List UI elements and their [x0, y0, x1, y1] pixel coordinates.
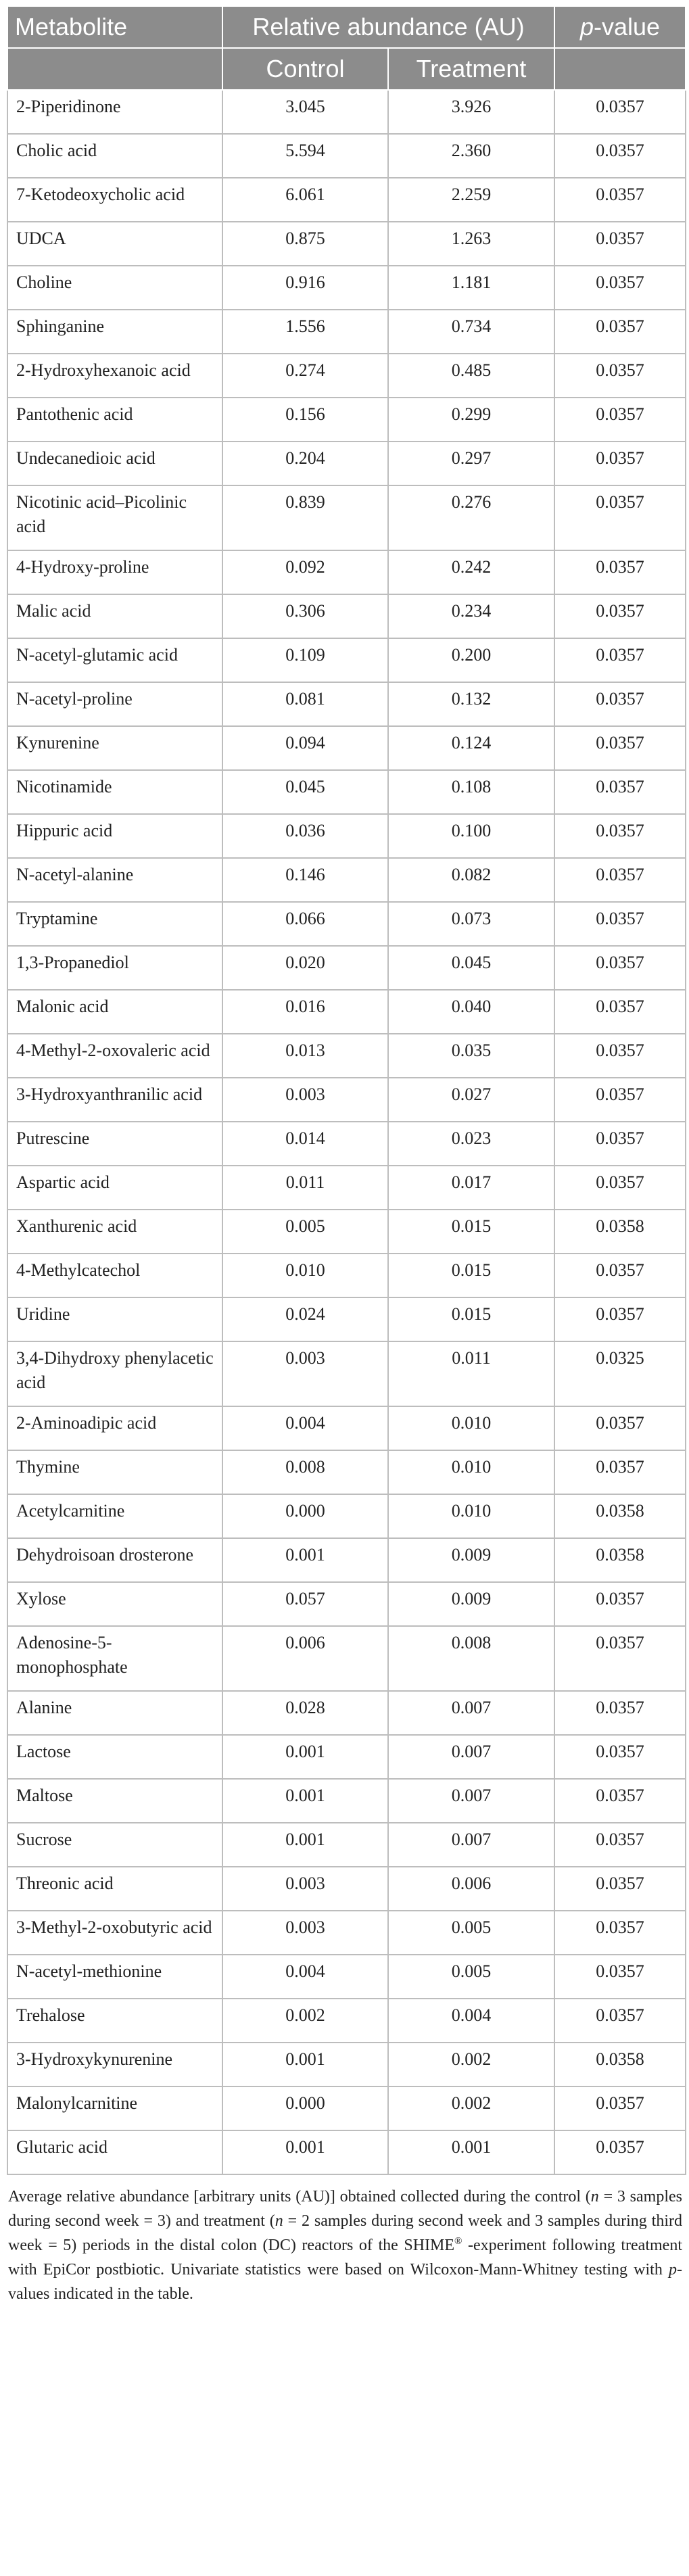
table-row: [7, 682, 686, 726]
table-row: [7, 354, 686, 398]
treatment-cell: 0.276: [388, 485, 554, 550]
table-row: [7, 178, 686, 222]
control-cell: 0.839: [222, 485, 388, 550]
metabolite-cell: Kynurenine: [7, 726, 222, 770]
caption-registered-mark: ®: [454, 2236, 462, 2247]
p-value-cell: 0.0357: [554, 770, 686, 814]
table-row: [7, 442, 686, 485]
control-cell: 0.020: [222, 946, 388, 990]
control-cell: 0.045: [222, 770, 388, 814]
treatment-cell: 0.010: [388, 1450, 554, 1494]
control-cell: 0.057: [222, 1582, 388, 1626]
treatment-cell: 1.181: [388, 266, 554, 310]
table-row: [7, 1735, 686, 1779]
metabolite-cell: Threonic acid: [7, 1867, 222, 1911]
control-cell: 0.028: [222, 1691, 388, 1735]
metabolite-cell: 3-Hydroxyanthranilic acid: [7, 1078, 222, 1122]
treatment-cell: 0.734: [388, 310, 554, 354]
p-value-cell: 0.0357: [554, 726, 686, 770]
header-control: Control: [222, 48, 388, 90]
table-row: [7, 814, 686, 858]
table-row: [7, 1691, 686, 1735]
table-row: [7, 1034, 686, 1078]
p-value-cell: 0.0357: [554, 1078, 686, 1122]
header-treatment: Treatment: [388, 48, 554, 90]
treatment-cell: 0.108: [388, 770, 554, 814]
metabolite-cell: 2-Aminoadipic acid: [7, 1406, 222, 1450]
p-value-cell: 0.0357: [554, 946, 686, 990]
metabolite-cell: Alanine: [7, 1691, 222, 1735]
metabolite-cell: 2-Piperidinone: [7, 90, 222, 134]
table-row: [7, 485, 686, 550]
table-row: [7, 990, 686, 1034]
p-value-cell: 0.0357: [554, 1254, 686, 1297]
treatment-cell: 0.001: [388, 2130, 554, 2174]
p-value-cell: 0.0357: [554, 1823, 686, 1867]
treatment-cell: 0.015: [388, 1254, 554, 1297]
header-metabolite: Metabolite: [7, 6, 222, 48]
control-cell: 0.156: [222, 398, 388, 442]
table-row: [7, 1406, 686, 1450]
treatment-cell: 0.006: [388, 1867, 554, 1911]
p-value-cell: 0.0357: [554, 398, 686, 442]
caption-text-2: = 3 samples during second week = 3) and treatment (: [8, 2188, 682, 2230]
metabolite-cell: Xylose: [7, 1582, 222, 1626]
metabolite-cell: Tryptamine: [7, 902, 222, 946]
treatment-cell: 0.023: [388, 1122, 554, 1166]
control-cell: 0.036: [222, 814, 388, 858]
control-cell: 0.274: [222, 354, 388, 398]
control-cell: 0.001: [222, 1823, 388, 1867]
control-cell: 3.045: [222, 90, 388, 134]
treatment-cell: 0.242: [388, 550, 554, 594]
treatment-cell: 0.100: [388, 814, 554, 858]
metabolite-cell: Malic acid: [7, 594, 222, 638]
table-row: [7, 550, 686, 594]
treatment-cell: 0.009: [388, 1538, 554, 1582]
metabolite-cell: Lactose: [7, 1735, 222, 1779]
table-row: [7, 2043, 686, 2086]
metabolite-cell: 4-Methyl-2-oxovaleric acid: [7, 1034, 222, 1078]
table-row: [7, 1955, 686, 1999]
metabolite-cell: 2-Hydroxyhexanoic acid: [7, 354, 222, 398]
table-row: [7, 1078, 686, 1122]
caption-text-1: Average relative abundance [arbitrary units (AU)] obtained collected during the control (: [8, 2188, 591, 2205]
table-row: [7, 1999, 686, 2043]
p-value-cell: 0.0357: [554, 310, 686, 354]
control-cell: 0.001: [222, 2043, 388, 2086]
control-cell: 0.000: [222, 1494, 388, 1538]
treatment-cell: 2.360: [388, 134, 554, 178]
p-value-cell: 0.0357: [554, 1626, 686, 1691]
control-cell: 5.594: [222, 134, 388, 178]
control-cell: 0.001: [222, 1779, 388, 1823]
metabolite-cell: Putrescine: [7, 1122, 222, 1166]
caption-text-3: = 2 samples during second week and 3 samples during third week = 5) periods in the distal colon (DC) reactors of the SHIME: [8, 2212, 682, 2254]
table-row: [7, 1494, 686, 1538]
control-cell: 0.004: [222, 1406, 388, 1450]
control-cell: 6.061: [222, 178, 388, 222]
table-row: [7, 222, 686, 266]
metabolite-cell: Sphinganine: [7, 310, 222, 354]
control-cell: 0.004: [222, 1955, 388, 1999]
treatment-cell: 3.926: [388, 90, 554, 134]
metabolite-cell: N-acetyl-methionine: [7, 1955, 222, 1999]
table-row: [7, 2086, 686, 2130]
control-cell: 0.014: [222, 1122, 388, 1166]
control-cell: 0.092: [222, 550, 388, 594]
metabolite-cell: Cholic acid: [7, 134, 222, 178]
p-value-cell: 0.0357: [554, 1582, 686, 1626]
table-row: [7, 90, 686, 134]
table-row: [7, 1626, 686, 1691]
table-row: [7, 1779, 686, 1823]
caption-p-letter: p: [669, 2261, 677, 2279]
control-cell: 0.005: [222, 1210, 388, 1254]
p-value-cell: 0.0357: [554, 178, 686, 222]
treatment-cell: 0.007: [388, 1823, 554, 1867]
p-value-cell: 0.0357: [554, 222, 686, 266]
p-value-cell: 0.0358: [554, 1210, 686, 1254]
table-row: [7, 1166, 686, 1210]
table-row: [7, 1582, 686, 1626]
control-cell: 0.306: [222, 594, 388, 638]
treatment-cell: 0.124: [388, 726, 554, 770]
caption-text-4: -experiment following treatment with EpiCor postbiotic. Univariate statistics were based on Wilcoxon-Mann-Whitney testing with: [8, 2237, 682, 2279]
p-value-cell: 0.0357: [554, 354, 686, 398]
control-cell: 0.002: [222, 1999, 388, 2043]
metabolite-cell: Malonylcarnitine: [7, 2086, 222, 2130]
treatment-cell: 0.007: [388, 1779, 554, 1823]
treatment-cell: 0.015: [388, 1210, 554, 1254]
metabolite-cell: Thymine: [7, 1450, 222, 1494]
treatment-cell: 0.045: [388, 946, 554, 990]
control-cell: 0.011: [222, 1166, 388, 1210]
p-value-cell: 0.0357: [554, 1297, 686, 1341]
control-cell: 0.109: [222, 638, 388, 682]
metabolite-cell: 7-Ketodeoxycholic acid: [7, 178, 222, 222]
treatment-cell: 0.234: [388, 594, 554, 638]
treatment-cell: 0.082: [388, 858, 554, 902]
p-value-cell: 0.0357: [554, 1450, 686, 1494]
control-cell: 0.003: [222, 1867, 388, 1911]
treatment-cell: 2.259: [388, 178, 554, 222]
caption-n-1: n: [590, 2188, 599, 2205]
p-value-cell: 0.0357: [554, 2130, 686, 2174]
metabolite-cell: Trehalose: [7, 1999, 222, 2043]
table-row: [7, 946, 686, 990]
header-p-suffix: -value: [594, 13, 661, 41]
header-empty-1: [7, 48, 222, 90]
control-cell: 1.556: [222, 310, 388, 354]
table-row: [7, 134, 686, 178]
metabolite-cell: Pantothenic acid: [7, 398, 222, 442]
p-value-cell: 0.0357: [554, 990, 686, 1034]
metabolite-cell: N-acetyl-alanine: [7, 858, 222, 902]
p-value-cell: 0.0357: [554, 1955, 686, 1999]
table-row: [7, 594, 686, 638]
p-value-cell: 0.0357: [554, 2086, 686, 2130]
control-cell: 0.013: [222, 1034, 388, 1078]
metabolite-cell: Adenosine-5-monophosphate: [7, 1626, 222, 1691]
p-value-cell: 0.0358: [554, 2043, 686, 2086]
treatment-cell: 1.263: [388, 222, 554, 266]
p-value-cell: 0.0357: [554, 682, 686, 726]
metabolite-cell: 3-Methyl-2-oxobutyric acid: [7, 1911, 222, 1955]
treatment-cell: 0.005: [388, 1911, 554, 1955]
treatment-cell: 0.007: [388, 1691, 554, 1735]
control-cell: 0.010: [222, 1254, 388, 1297]
table-header: [7, 6, 686, 90]
control-cell: 0.001: [222, 1538, 388, 1582]
control-cell: 0.094: [222, 726, 388, 770]
p-value-cell: 0.0357: [554, 1867, 686, 1911]
treatment-cell: 0.008: [388, 1626, 554, 1691]
header-relative-abundance: Relative abundance (AU): [222, 6, 554, 48]
p-value-cell: 0.0358: [554, 1538, 686, 1582]
table-row: [7, 1297, 686, 1341]
header-empty-2: [554, 48, 686, 90]
caption-text-5: -values indicated in the table.: [8, 2261, 682, 2303]
table-row: [7, 902, 686, 946]
control-cell: 0.001: [222, 1735, 388, 1779]
metabolite-table: [7, 5, 686, 2175]
metabolite-cell: 4-Hydroxy-proline: [7, 550, 222, 594]
control-cell: 0.008: [222, 1450, 388, 1494]
treatment-cell: 0.017: [388, 1166, 554, 1210]
p-value-cell: 0.0357: [554, 1779, 686, 1823]
treatment-cell: 0.002: [388, 2086, 554, 2130]
control-cell: 0.003: [222, 1078, 388, 1122]
metabolite-cell: Choline: [7, 266, 222, 310]
control-cell: 0.003: [222, 1341, 388, 1406]
table-row: [7, 398, 686, 442]
control-cell: 0.916: [222, 266, 388, 310]
p-value-cell: 0.0357: [554, 134, 686, 178]
treatment-cell: 0.027: [388, 1078, 554, 1122]
metabolite-cell: Glutaric acid: [7, 2130, 222, 2174]
table-row: [7, 1450, 686, 1494]
metabolite-cell: Undecanedioic acid: [7, 442, 222, 485]
metabolite-cell: 1,3-Propanediol: [7, 946, 222, 990]
table-container: [7, 5, 685, 2306]
treatment-cell: 0.200: [388, 638, 554, 682]
treatment-cell: 0.009: [388, 1582, 554, 1626]
metabolite-cell: Xanthurenic acid: [7, 1210, 222, 1254]
p-value-cell: 0.0357: [554, 594, 686, 638]
table-row: [7, 1254, 686, 1297]
treatment-cell: 0.299: [388, 398, 554, 442]
control-cell: 0.204: [222, 442, 388, 485]
metabolite-cell: Aspartic acid: [7, 1166, 222, 1210]
table-row: [7, 858, 686, 902]
p-value-cell: 0.0357: [554, 638, 686, 682]
p-value-cell: 0.0357: [554, 1166, 686, 1210]
treatment-cell: 0.005: [388, 1955, 554, 1999]
treatment-cell: 0.007: [388, 1735, 554, 1779]
treatment-cell: 0.002: [388, 2043, 554, 2086]
metabolite-cell: 3,4-Dihydroxy phenylacetic acid: [7, 1341, 222, 1406]
caption-n-2: n: [275, 2212, 283, 2230]
metabolite-cell: Nicotinic acid–Picolinic acid: [7, 485, 222, 550]
control-cell: 0.066: [222, 902, 388, 946]
header-p-letter: p: [579, 13, 594, 41]
treatment-cell: 0.015: [388, 1297, 554, 1341]
control-cell: 0.146: [222, 858, 388, 902]
metabolite-cell: Uridine: [7, 1297, 222, 1341]
treatment-cell: 0.010: [388, 1406, 554, 1450]
p-value-cell: 0.0357: [554, 1999, 686, 2043]
table-row: [7, 1867, 686, 1911]
treatment-cell: 0.040: [388, 990, 554, 1034]
treatment-cell: 0.035: [388, 1034, 554, 1078]
metabolite-cell: Hippuric acid: [7, 814, 222, 858]
table-row: [7, 726, 686, 770]
p-value-cell: 0.0357: [554, 1691, 686, 1735]
p-value-cell: 0.0357: [554, 1034, 686, 1078]
p-value-cell: 0.0357: [554, 1911, 686, 1955]
table-body: [7, 90, 686, 2174]
table-row: [7, 638, 686, 682]
table-row: [7, 1911, 686, 1955]
treatment-cell: 0.485: [388, 354, 554, 398]
table-row: [7, 770, 686, 814]
p-value-cell: 0.0357: [554, 550, 686, 594]
p-value-cell: 0.0357: [554, 90, 686, 134]
treatment-cell: 0.011: [388, 1341, 554, 1406]
metabolite-cell: Nicotinamide: [7, 770, 222, 814]
metabolite-cell: N-acetyl-glutamic acid: [7, 638, 222, 682]
control-cell: 0.024: [222, 1297, 388, 1341]
treatment-cell: 0.073: [388, 902, 554, 946]
table-row: [7, 1122, 686, 1166]
p-value-cell: 0.0357: [554, 1735, 686, 1779]
metabolite-cell: UDCA: [7, 222, 222, 266]
p-value-cell: 0.0357: [554, 1406, 686, 1450]
control-cell: 0.006: [222, 1626, 388, 1691]
table-row: [7, 2130, 686, 2174]
treatment-cell: 0.297: [388, 442, 554, 485]
control-cell: 0.003: [222, 1911, 388, 1955]
treatment-cell: 0.010: [388, 1494, 554, 1538]
control-cell: 0.001: [222, 2130, 388, 2174]
metabolite-cell: 4-Methylcatechol: [7, 1254, 222, 1297]
p-value-cell: 0.0357: [554, 266, 686, 310]
p-value-cell: 0.0357: [554, 442, 686, 485]
p-value-cell: 0.0357: [554, 814, 686, 858]
table-row: [7, 310, 686, 354]
metabolite-cell: 3-Hydroxykynurenine: [7, 2043, 222, 2086]
control-cell: 0.000: [222, 2086, 388, 2130]
treatment-cell: 0.132: [388, 682, 554, 726]
metabolite-cell: Dehydroisoan drosterone: [7, 1538, 222, 1582]
metabolite-cell: Malonic acid: [7, 990, 222, 1034]
p-value-cell: 0.0357: [554, 1122, 686, 1166]
p-value-cell: 0.0357: [554, 858, 686, 902]
control-cell: 0.875: [222, 222, 388, 266]
table-caption: [7, 2185, 685, 2306]
metabolite-cell: Acetylcarnitine: [7, 1494, 222, 1538]
metabolite-cell: Sucrose: [7, 1823, 222, 1867]
header-p-value: [554, 6, 686, 48]
p-value-cell: 0.0325: [554, 1341, 686, 1406]
p-value-cell: 0.0357: [554, 902, 686, 946]
table-row: [7, 1823, 686, 1867]
p-value-cell: 0.0358: [554, 1494, 686, 1538]
metabolite-cell: Maltose: [7, 1779, 222, 1823]
table-row: [7, 1210, 686, 1254]
table-row: [7, 1538, 686, 1582]
metabolite-cell: N-acetyl-proline: [7, 682, 222, 726]
p-value-cell: 0.0357: [554, 485, 686, 550]
treatment-cell: 0.004: [388, 1999, 554, 2043]
control-cell: 0.081: [222, 682, 388, 726]
table-row: [7, 266, 686, 310]
table-row: [7, 1341, 686, 1406]
control-cell: 0.016: [222, 990, 388, 1034]
